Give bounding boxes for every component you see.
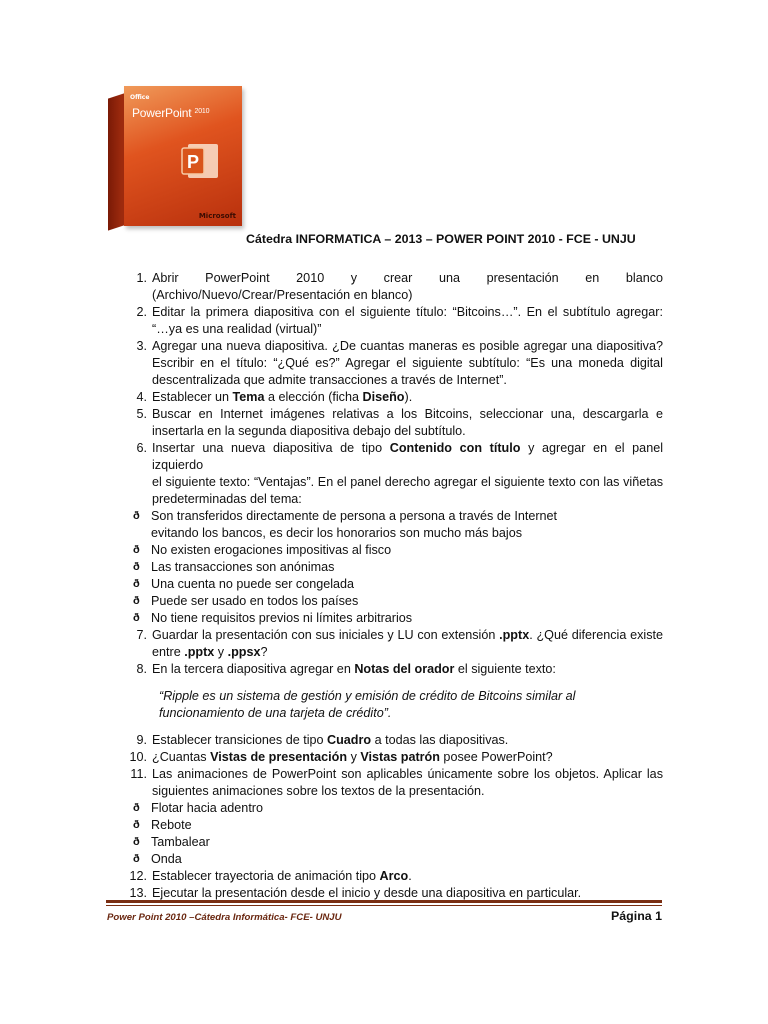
bullet-icon: ð: [133, 510, 140, 522]
speaker-notes-quote: [125, 688, 663, 722]
footer-rule-thick: [106, 900, 662, 903]
item-line: (Archivo/Nuevo/Crear/Presentación en blanco): [152, 288, 413, 302]
item-line: Buscar en Internet imágenes relativas a los Bitcoins, seleccionar una, descargarla e: [152, 407, 663, 421]
bullet-icon: ð: [133, 578, 140, 590]
box-product-title: [132, 106, 209, 120]
item-line: ¿Cuantas Vistas de presentación y Vistas patrón posee PowerPoint?: [152, 750, 553, 764]
box-front: [124, 86, 242, 226]
item-number: 8.: [136, 662, 147, 676]
item-line: entre .pptx y .ppsx?: [152, 645, 268, 659]
bullet-list-ventajas: [125, 508, 663, 627]
powerpoint-logo-icon: [180, 140, 220, 182]
list-item-3: [125, 338, 663, 389]
box-version: 2010: [194, 108, 210, 115]
bullet-icon: ð: [133, 612, 140, 624]
instructions-list: [125, 270, 663, 902]
item-line: Establecer trayectoria de animación tipo Arco.: [152, 869, 412, 883]
item-number: 5.: [136, 407, 147, 421]
bullet-item: ð Una cuenta no puede ser congelada: [133, 577, 355, 591]
item-line: descentralizada que admite transacciones a través de Internet”.: [152, 373, 507, 387]
list-item-5: [125, 406, 663, 440]
box-side: [108, 93, 124, 230]
item-line: predeterminadas del tema:: [152, 492, 302, 506]
bullet-item: ð Rebote: [133, 818, 192, 832]
item-number: 7.: [136, 628, 147, 642]
page-number: Página 1: [611, 909, 662, 923]
list-item-7: [125, 627, 663, 661]
item-number: 10.: [129, 750, 147, 764]
list-item-2: [125, 304, 663, 338]
document-heading: Cátedra INFORMATICA – 2013 – POWER POINT 2010 - FCE - UNJU: [246, 232, 636, 246]
bullet-item: ð Puede ser usado en todos los países: [133, 594, 359, 608]
item-number: 9.: [136, 733, 147, 747]
item-line: Las animaciones de PowerPoint son aplicables únicamente sobre los objetos. Aplicar las: [152, 767, 663, 781]
bullet-item: ð No tiene requisitos previos ni límites arbitrarios: [133, 611, 413, 625]
item-line: Establecer transiciones de tipo Cuadro a todas las diapositivas.: [152, 733, 509, 747]
box-product-name: PowerPoint: [132, 106, 192, 120]
item-line: Editar la primera diapositiva con el siguiente título: “Bitcoins…”. En el subtítulo agregar:: [152, 305, 663, 319]
list-item-10: [125, 749, 663, 766]
item-line: siguientes animaciones sobre los textos de la presentación.: [152, 784, 485, 798]
footer-rule-thin: [106, 905, 662, 906]
box-microsoft-label: Microsoft: [198, 212, 236, 220]
item-number: 3.: [136, 339, 147, 353]
item-line: Abrir PowerPoint 2010 y crear una presentación en blanco: [152, 271, 663, 285]
box-office-label: Office: [130, 94, 150, 101]
item-line: Agregar una nueva diapositiva. ¿De cuantas maneras es posible agregar una diapositiva?: [152, 339, 663, 353]
item-number: 2.: [136, 305, 147, 319]
bullet-icon: ð: [133, 595, 140, 607]
bullet-icon: ð: [133, 802, 140, 814]
list-item-1: [125, 270, 663, 304]
bullet-icon: ð: [133, 836, 140, 848]
item-line: Insertar una nueva diapositiva de tipo Contenido con título y agregar en el panel izquierdo: [152, 441, 663, 472]
item-number: 12.: [129, 869, 147, 883]
bullet-item: ð Flotar hacia adentro: [133, 801, 264, 815]
list-item-4: [125, 389, 663, 406]
item-line: insertarla en la segunda diapositiva debajo del subtítulo.: [152, 424, 466, 438]
footer-title: Power Point 2010 –Cátedra Informática- FCE- UNJU: [107, 912, 342, 923]
bullet-item: ð No existen erogaciones impositivas al fisco: [133, 543, 392, 557]
item-number: 4.: [136, 390, 147, 404]
bullet-item: ð Las transacciones son anónimas: [133, 560, 335, 574]
bullet-list-animaciones: [125, 800, 663, 868]
item-number: 13.: [129, 886, 147, 900]
item-number: 11.: [130, 767, 147, 781]
item-number: 1.: [136, 271, 147, 285]
bullet-item: ð Onda: [133, 852, 182, 866]
bullet-item: ð Son transferidos directamente de persona a persona a través de Internet evitando los bancos, es decir los honorarios son mucho más bajos: [133, 509, 558, 540]
list-item-11: [125, 766, 663, 800]
bullet-icon: ð: [133, 561, 140, 573]
item-number: 6.: [136, 441, 147, 455]
list-item-6: [125, 440, 663, 508]
powerpoint-2010-box-image: [108, 82, 244, 232]
item-line: En la tercera diapositiva agregar en Notas del orador el siguiente texto:: [152, 662, 556, 676]
item-line: Guardar la presentación con sus iniciales y LU con extensión .pptx. ¿Qué diferencia existe: [152, 628, 664, 642]
bullet-icon: ð: [133, 544, 140, 556]
item-line: Establecer un Tema a elección (ficha Diseño).: [152, 390, 413, 404]
list-item-9: [125, 732, 663, 749]
item-line: Escribir en el título: “¿Qué es?” Agregar el siguiente subtítulo: “Es una moneda digital: [152, 356, 663, 370]
list-item-8: [125, 661, 663, 678]
quote-line: “Ripple es un sistema de gestión y emisión de crédito de Bitcoins similar al: [159, 689, 576, 703]
item-line: el siguiente texto: “Ventajas”. En el panel derecho agregar el siguiente texto con las viñetas: [152, 475, 663, 489]
bullet-icon: ð: [133, 853, 140, 865]
item-line: “…ya es una realidad (virtual)”: [152, 322, 322, 336]
quote-line: funcionamiento de una tarjeta de crédito”.: [159, 706, 392, 720]
item-line: Ejecutar la presentación desde el inicio y desde una diapositiva en particular.: [152, 886, 582, 900]
svg-text:P: P: [186, 152, 200, 172]
bullet-icon: ð: [133, 819, 140, 831]
list-item-12: [125, 868, 663, 885]
bullet-item: ð Tambalear: [133, 835, 210, 849]
